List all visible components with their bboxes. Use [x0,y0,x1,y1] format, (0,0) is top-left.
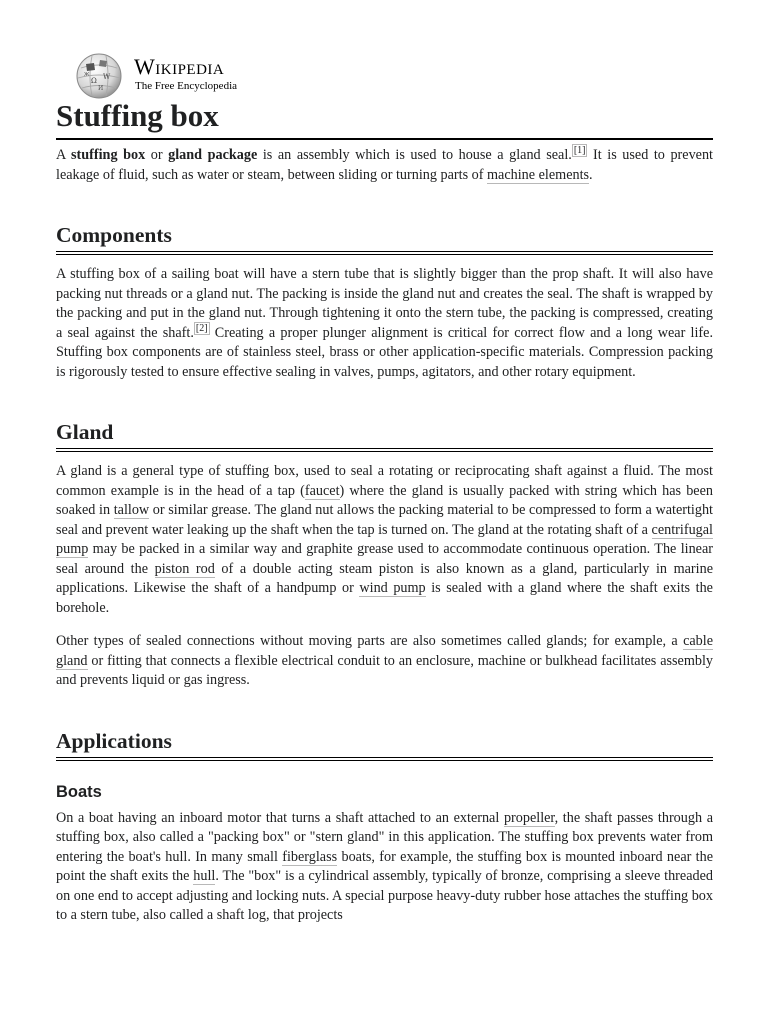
text: A [56,147,72,163]
puzzle-globe-icon [72,52,126,100]
link-propeller[interactable]: propeller [503,809,555,826]
text: ) where the gland is usually packed with string which has been soaked in [56,482,713,518]
link-tallow[interactable]: tallow [113,502,150,518]
section-heading-gland: Gland [56,418,713,452]
gland-paragraph-2 [56,632,713,691]
svg-text:W: W [103,73,111,81]
link-centrifugal-pump[interactable]: centrifugal pump [56,521,713,557]
components-paragraph [56,265,713,382]
link-piston-rod[interactable]: piston rod [154,560,215,577]
link-machine-elements[interactable]: machine elements [487,166,590,183]
intro-paragraph [56,146,713,185]
svg-text:Ω: Ω [91,77,97,85]
reference-link-2[interactable]: [2] [195,322,208,334]
text: Creating a proper plunger alignment is critical for correct flow and a long wear life. Stuffing box components are of stainless steel, brass or other application-specific materials. Compression packing is rigorously tested to ensure effective sealing in valves, pumps, agitators, and other rotary equipment. [56,324,714,380]
link-cable-gland[interactable]: cable gland [56,633,713,669]
text: or similar grease. The gland nut allows the packing material to be compressed to form a watertight seal and prevent water leaking up the shaft when the tap is turned on. The gland at the rotating shaft of a [56,502,713,538]
reference-link-1[interactable]: [1] [573,145,586,157]
text: or fitting that connects a flexible electrical conduit to an enclosure, machine or bulkhead facilitates assembly and prevents liquid or gas ingress. [56,652,713,688]
page-title: Stuffing box [56,96,713,140]
article-content [56,96,713,926]
text: is an assembly which is used to house a gland seal. [257,147,572,163]
text: of a double acting steam piston is also known as a gland, particularly in marine applications. Likewise the shaft of a handpump or [56,560,713,596]
text: On a boat having an inboard motor that turns a shaft attached to an external [56,809,504,826]
text: boats, for example, the stuffing box is mounted inboard near the point the shaft exits the [56,848,713,884]
link-wind-pump[interactable]: wind pump [359,580,426,596]
bold-term: gland package [168,147,258,163]
logo-tagline: The Free Encyclopedia [135,80,238,92]
logo-wordmark: Wikipedia [134,54,225,79]
text: A stuffing box of a sailing boat will have a stern tube that is slightly bigger than the prop shaft. It will also have packing nut threads or a gland nut. The packing is inside the gland nut and creates the seal. The shaft is wrapped by the packing and put in the gland nut. Through tightening it onto the stern tube, the packing is compressed, creating a seal against the shaft. [56,266,713,341]
text: , the shaft passes through a stuffing box, also called a "packing box" or "stern gland" in this application. The stuffing box prevents water from entering the boat's hull. In many small [56,809,713,865]
boats-paragraph [56,809,713,926]
subsection-heading-boats: Boats [56,782,102,801]
text: It is used to prevent leakage of fluid, such as water or steam, between sliding or turning parts of [56,147,714,183]
gland-paragraph-1 [56,462,713,618]
link-hull[interactable]: hull [193,868,216,884]
text: Other types of sealed connections without moving parts are also sometimes called glands; for example, a [56,633,684,649]
svg-text:И: И [98,85,104,92]
text: A gland is a general type of stuffing box, used to seal a rotating or reciprocating shaft against a fluid. The most common example is in the head of a tap ( [56,463,713,499]
svg-text:Ж: Ж [84,72,90,78]
text: . The "box" is a cylindrical assembly, typically of bronze, comprising a sleeve threaded on one end to accept adjusting and locking nuts. A special purpose heavy-duty rubber hose attaches the stuffing box to a stern tube, also called a shaft log, that projects [56,868,713,923]
text: or [145,147,169,163]
text: may be packed in a similar way and graphite grease used to accommodate continuous operation. The linear seal around the [56,541,713,577]
bold-term: stuffing box [71,147,146,163]
text: . [589,166,593,183]
wikipedia-logo[interactable] [72,52,272,100]
section-heading-components: Components [56,221,713,255]
text: is sealed with a gland where the shaft exits the borehole. [56,580,713,616]
link-fiberglass[interactable]: fiberglass [282,848,338,865]
section-heading-applications: Applications [56,727,713,761]
link-faucet[interactable]: faucet [304,482,340,499]
